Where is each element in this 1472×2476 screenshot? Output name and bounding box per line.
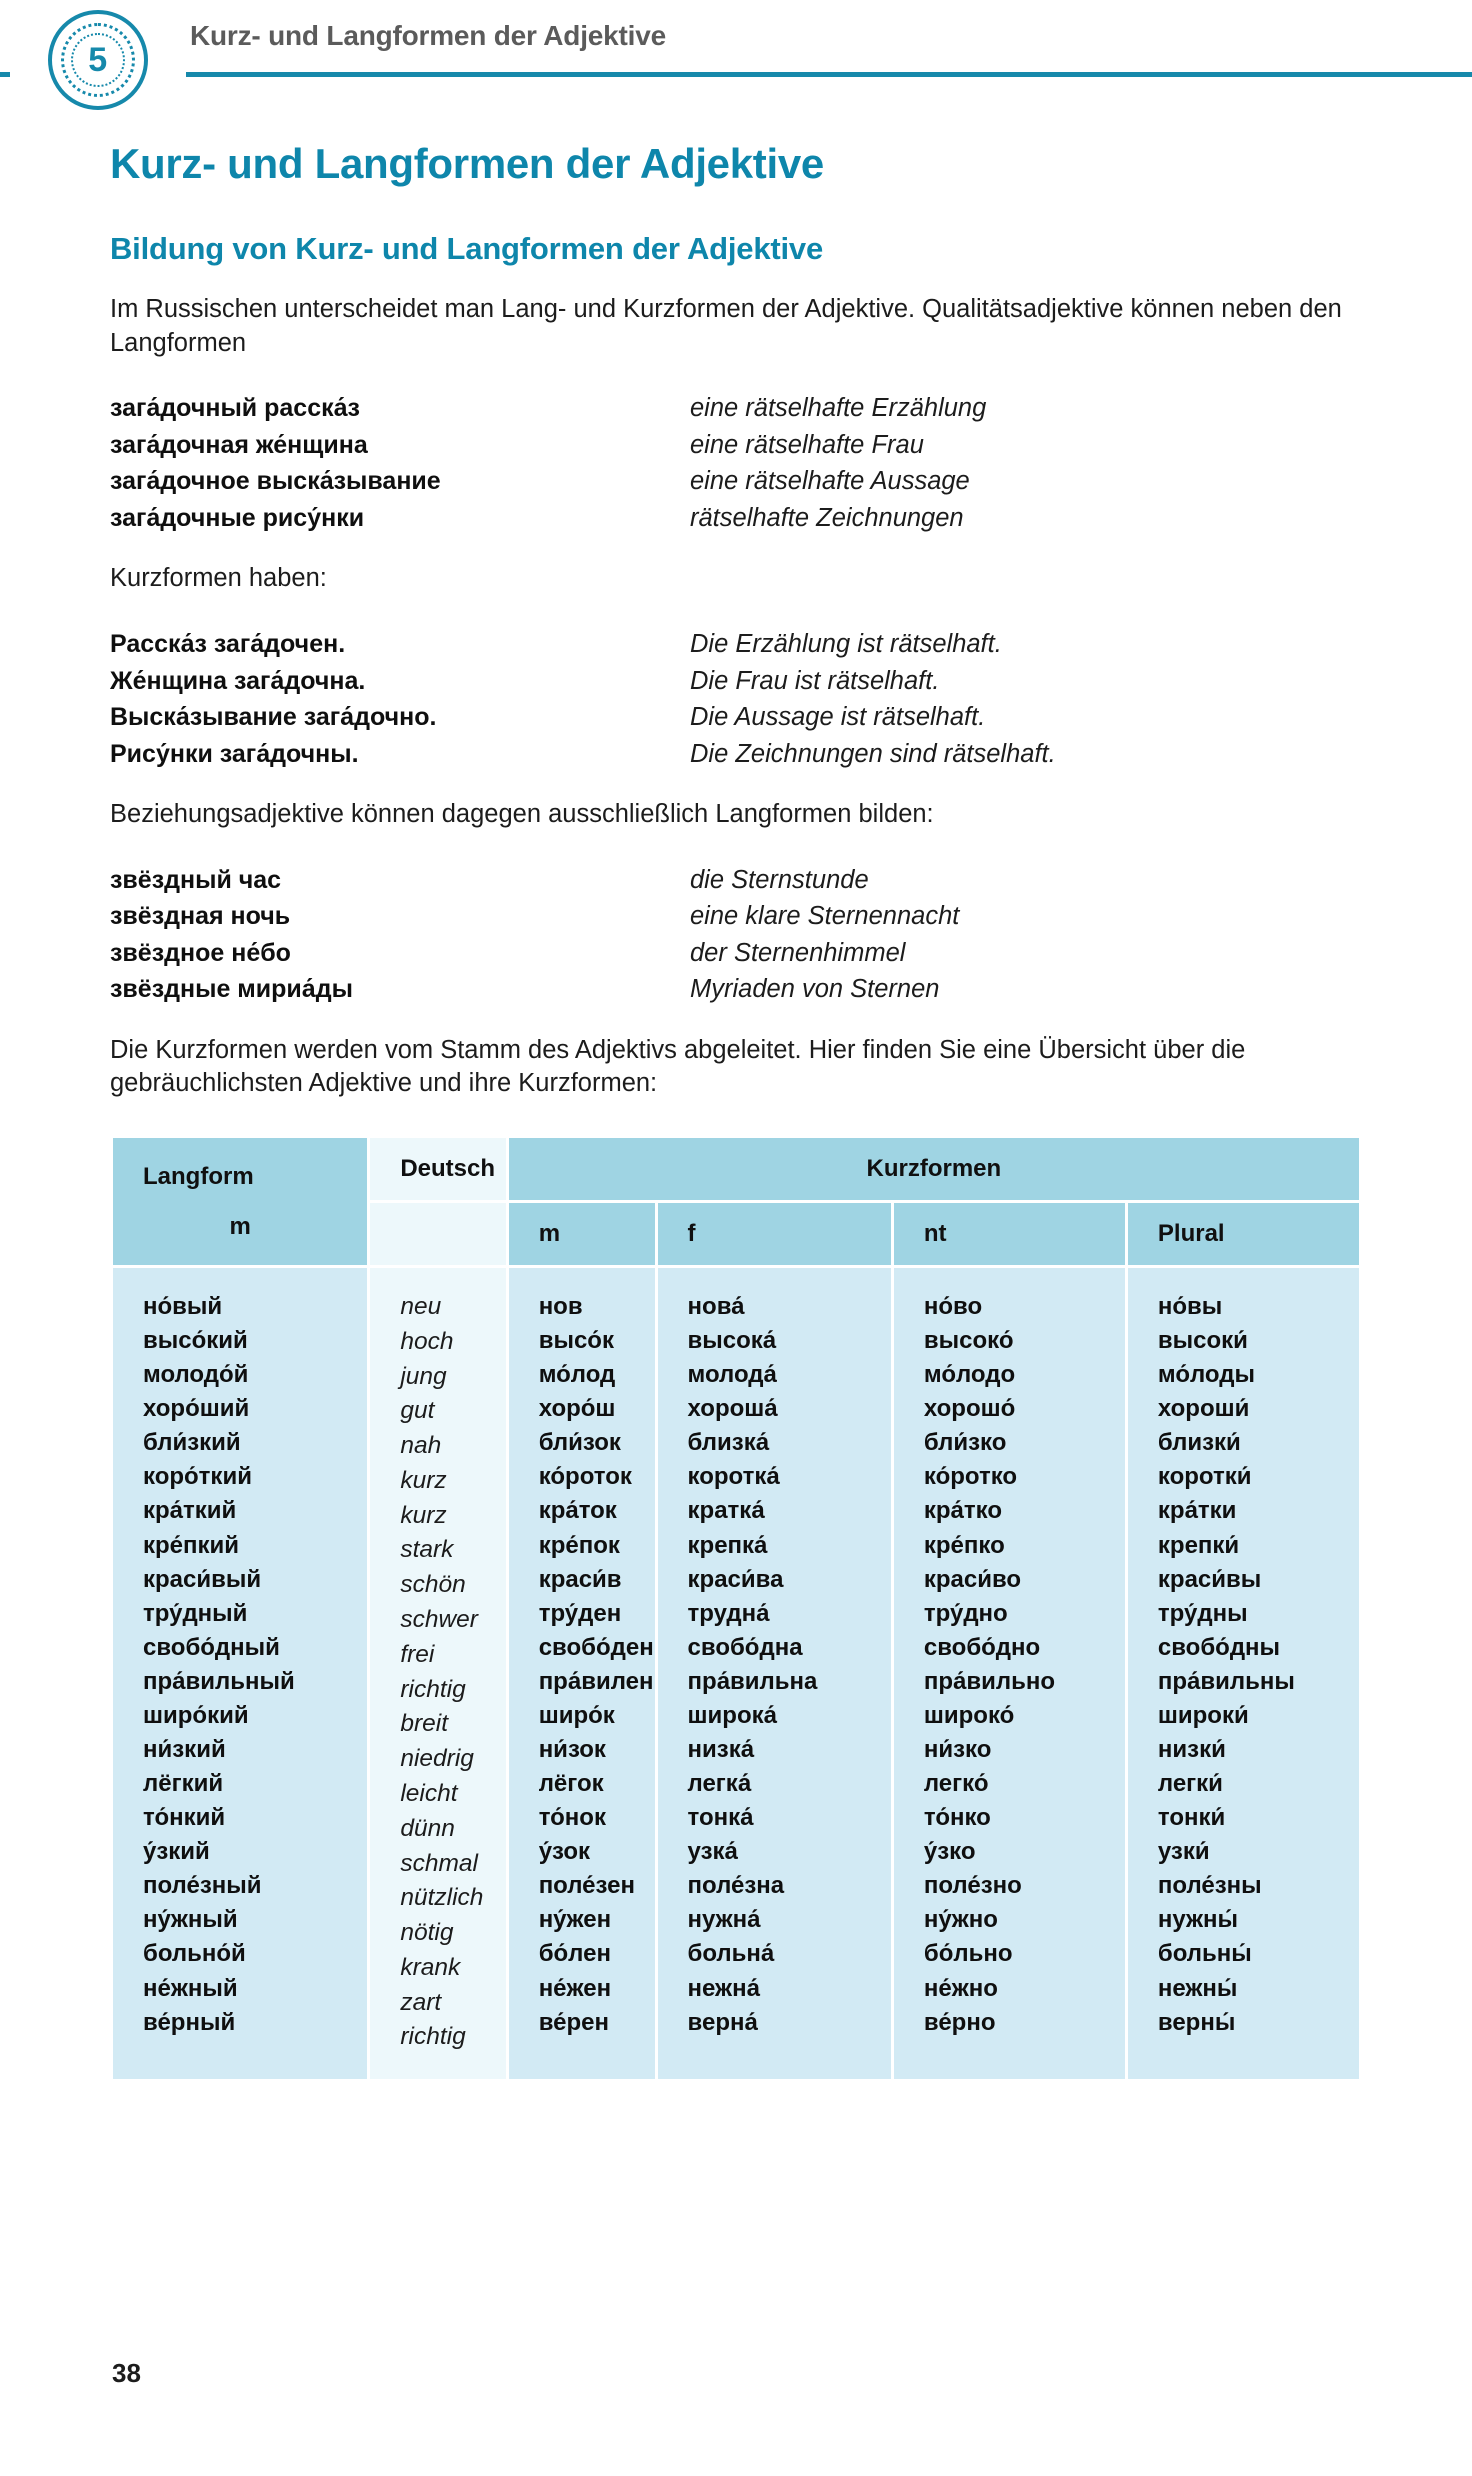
page-title: Kurz- und Langformen der Adjektive <box>110 140 824 187</box>
table-cell: высока́ <box>687 1327 777 1355</box>
table-cell: хоро́ший <box>143 1395 250 1423</box>
table-cell: больно́й <box>143 1940 246 1968</box>
table-cell: кра́тко <box>923 1497 1003 1525</box>
table-cell: ко́роток <box>538 1463 632 1491</box>
table-cell: высоко́ <box>923 1327 1014 1355</box>
table-cell: хороша́ <box>687 1395 778 1423</box>
example-russian: звёздная ночь <box>110 902 291 931</box>
table-cell: zart <box>400 1988 442 2016</box>
table-cell: breit <box>400 1710 449 1738</box>
th-langform-m: m <box>229 1212 251 1240</box>
table-cell: низки́ <box>1157 1736 1226 1764</box>
header-rule <box>0 72 1472 77</box>
table-cell: свобо́дно <box>923 1633 1041 1661</box>
kurzformen-lead: Kurzformen haben: <box>110 564 327 593</box>
th-kurz-nt: nt <box>894 1203 1125 1265</box>
table-column-kurz-m <box>509 1268 655 2079</box>
table-cell: бо́лен <box>538 1940 611 1968</box>
example-german: die Sternstunde <box>690 865 869 894</box>
list-item <box>110 463 1370 500</box>
table-cell: то́нко <box>923 1804 991 1832</box>
table-cell: коротка́ <box>687 1463 780 1491</box>
table-cell: низка́ <box>687 1736 755 1764</box>
table-cell: ну́жен <box>538 1906 612 1934</box>
table-cell: кратка́ <box>687 1497 765 1525</box>
table-cell: краси́ва <box>687 1565 784 1593</box>
adjective-forms-table <box>110 1135 1362 2082</box>
list-item <box>110 971 1370 1008</box>
table-cell: пра́вильный <box>143 1667 295 1695</box>
table-cell: пра́вильна <box>687 1667 818 1695</box>
table-cell: легки́ <box>1157 1770 1223 1798</box>
example-german: eine rätselhafte Erzählung <box>690 394 987 423</box>
table-cell: kurz <box>400 1466 447 1494</box>
table-cell: узка́ <box>687 1838 738 1866</box>
table-cell: поле́зны <box>1157 1872 1262 1900</box>
table-cell: gut <box>400 1397 435 1425</box>
example-german: Die Frau ist rätselhaft. <box>690 666 940 695</box>
table-cell: кра́тки <box>1157 1497 1237 1525</box>
table-cell: schwer <box>400 1606 478 1634</box>
th-deutsch-sub <box>370 1203 505 1265</box>
table-cell: кре́пкий <box>143 1531 240 1559</box>
example-russian: Выска́зывание зага́дочно. <box>110 703 437 732</box>
table-cell: молодо́й <box>143 1361 249 1389</box>
table-cell: richtig <box>400 1675 466 1703</box>
table-cell: nah <box>400 1432 442 1460</box>
table-cell: нужна́ <box>687 1906 761 1934</box>
list-item <box>110 699 1370 736</box>
example-german: rätselhafte Zeichnungen <box>690 503 964 532</box>
chapter-number-badge <box>48 10 148 110</box>
table-cell: нужны́ <box>1157 1906 1239 1934</box>
table-cell: мо́лоды <box>1157 1361 1255 1389</box>
example-russian: зага́дочное выска́зывание <box>110 467 441 496</box>
table-cell: верна́ <box>687 2008 758 2036</box>
table-cell: свобо́дна <box>687 1633 803 1661</box>
table-cell: но́вый <box>143 1293 223 1320</box>
table-cell: ни́зкий <box>143 1736 226 1764</box>
table-cell: кра́ток <box>538 1497 617 1525</box>
relational-example-list <box>110 862 1370 1008</box>
example-russian: Рису́нки зага́дочны. <box>110 739 359 768</box>
table-cell: jung <box>400 1362 447 1390</box>
chapter-number: 5 <box>88 40 108 79</box>
table-cell: поле́зен <box>538 1872 635 1900</box>
table-cell: широки́ <box>1157 1701 1249 1729</box>
table-header-row-top <box>113 1138 1359 1200</box>
table-cell: легко́ <box>923 1770 989 1798</box>
page-number: 38 <box>112 2358 141 2388</box>
running-header-title: Kurz- und Langformen der Adjektive <box>190 20 666 51</box>
page-content <box>110 140 1370 2082</box>
table-cell: близки́ <box>1157 1429 1241 1457</box>
table-column-deutsch <box>370 1268 505 2079</box>
list-item <box>110 935 1370 972</box>
table-cell: niedrig <box>400 1745 474 1773</box>
table-cell: хороши́ <box>1157 1395 1250 1423</box>
th-langform <box>113 1138 367 1265</box>
table-cell: но́во <box>923 1293 983 1320</box>
table-cell: neu <box>400 1293 442 1320</box>
table-cell: коро́ткий <box>143 1463 252 1491</box>
table-cell: трудна́ <box>687 1599 770 1627</box>
example-german: eine rätselhafte Frau <box>690 430 924 459</box>
table-cell: nötig <box>400 1919 454 1947</box>
example-german: Die Aussage ist rätselhaft. <box>690 703 986 732</box>
table-cell: мо́лодо <box>923 1361 1016 1389</box>
table-cell: свобо́дный <box>143 1633 280 1661</box>
table-cell: но́вы <box>1157 1293 1223 1320</box>
table-cell: верны́ <box>1157 2008 1236 2036</box>
table-cell: бли́зкий <box>143 1429 241 1457</box>
table-cell: пра́вильны <box>1157 1667 1295 1695</box>
table-cell: тру́ден <box>538 1599 622 1627</box>
table-cell: richtig <box>400 2023 466 2051</box>
example-russian: звёздное не́бо <box>110 938 291 967</box>
table-cell: нежны́ <box>1157 1974 1238 2002</box>
table-cell: dünn <box>400 1814 455 1842</box>
table-cell: не́жен <box>538 1974 612 2002</box>
table-cell: не́жный <box>143 1974 238 2002</box>
table-cell: не́жно <box>923 1974 998 2002</box>
section-title: Bildung von Kurz- und Langformen der Adjektive <box>110 230 824 266</box>
table-body-row <box>113 1268 1359 2079</box>
list-item <box>110 663 1370 700</box>
table-cell: нежна́ <box>687 1974 760 2002</box>
table-cell: свобо́ден <box>538 1633 654 1661</box>
table-cell: у́зкий <box>143 1838 210 1866</box>
table-cell: широ́к <box>538 1701 615 1729</box>
table-cell: свобо́дны <box>1157 1633 1281 1661</box>
table-cell: ни́зок <box>538 1736 606 1764</box>
table-cell: пра́вилен <box>538 1667 654 1695</box>
table-cell: поле́зный <box>143 1872 262 1900</box>
th-langform-label: Langform <box>143 1162 254 1190</box>
table-cell: больна́ <box>687 1940 775 1968</box>
list-item <box>110 626 1370 663</box>
table-cell: то́нок <box>538 1804 606 1832</box>
example-russian: зага́дочный расска́з <box>110 394 360 423</box>
intro-paragraph: Im Russischen unterscheidet man Lang- und Kurzformen der Adjektive. Qualitätsadjektive können neben den Langformen <box>110 295 1342 357</box>
table-cell: ко́ротко <box>923 1463 1018 1491</box>
table-cell: поле́зна <box>687 1872 785 1900</box>
table-cell: широка́ <box>687 1701 777 1729</box>
table-lead-paragraph: Die Kurzformen werden vom Stamm des Adjektivs abgeleitet. Hier finden Sie eine Übersicht über die gebräuchlichsten Adjektive und ihre Kurzformen: <box>110 1035 1246 1098</box>
th-deutsch: Deutsch <box>370 1138 505 1200</box>
table-cell: мо́лод <box>538 1361 616 1389</box>
long-form-example-list <box>110 390 1370 536</box>
table-cell: нова́ <box>687 1293 745 1320</box>
list-item <box>110 427 1370 464</box>
table-cell: тонка́ <box>687 1804 754 1832</box>
table-cell: пра́вильно <box>923 1667 1056 1695</box>
example-german: eine klare Sternennacht <box>690 902 960 931</box>
table-cell: краси́вы <box>1157 1565 1262 1593</box>
table-cell: молода́ <box>687 1361 777 1389</box>
table-cell: кра́ткий <box>143 1497 237 1525</box>
table-cell: бли́зок <box>538 1429 621 1457</box>
table-cell: крепки́ <box>1157 1531 1240 1559</box>
table-cell: высо́к <box>538 1327 614 1355</box>
table-cell: то́нкий <box>143 1804 226 1832</box>
table-cell: лёгкий <box>143 1770 224 1798</box>
table-cell: leicht <box>400 1779 458 1807</box>
table-cell: тру́дны <box>1157 1599 1248 1627</box>
table-cell: ни́зко <box>923 1736 992 1764</box>
table-cell: hoch <box>400 1327 454 1355</box>
table-cell: крепка́ <box>687 1531 768 1559</box>
example-german: eine rätselhafte Aussage <box>690 467 970 496</box>
table-cell: коротки́ <box>1157 1463 1252 1491</box>
relational-lead: Beziehungsadjektive können dagegen ausschließlich Langformen bilden: <box>110 800 934 829</box>
example-russian: зага́дочные рису́нки <box>110 503 365 532</box>
table-cell: тру́дно <box>923 1599 1008 1627</box>
th-kurz-plural: Plural <box>1128 1203 1359 1265</box>
table-cell: ве́рен <box>538 2008 609 2036</box>
table-cell: nützlich <box>400 1884 484 1912</box>
table-cell: высо́кий <box>143 1327 248 1355</box>
table-cell: бо́льно <box>923 1940 1013 1968</box>
table-cell: у́зок <box>538 1838 591 1866</box>
table-cell: близка́ <box>687 1429 770 1457</box>
table-cell: широко́ <box>923 1701 1015 1729</box>
list-item <box>110 500 1370 537</box>
table-cell: хорошо́ <box>923 1395 1016 1423</box>
short-form-example-list <box>110 626 1370 772</box>
table-cell: лёгок <box>538 1770 604 1798</box>
example-german: der Sternenhimmel <box>690 938 906 967</box>
th-kurzformen: Kurzformen <box>509 1138 1359 1200</box>
table-cell: ве́рно <box>923 2008 996 2036</box>
table-cell: легка́ <box>687 1770 752 1798</box>
th-kurz-f: f <box>658 1203 891 1265</box>
table-cell: бли́зко <box>923 1429 1007 1457</box>
list-item <box>110 898 1370 935</box>
table-cell: краси́в <box>538 1565 622 1593</box>
example-german: Die Zeichnungen sind rätselhaft. <box>690 739 1056 768</box>
table-cell: kurz <box>400 1501 447 1529</box>
table-column-kurz-f <box>658 1268 891 2079</box>
example-german: Myriaden von Sternen <box>690 975 940 1004</box>
table-cell: frei <box>400 1640 435 1668</box>
table-cell: ну́жный <box>143 1906 238 1934</box>
table-cell: у́зко <box>923 1838 976 1866</box>
table-cell: schmal <box>400 1849 478 1877</box>
table-cell: нов <box>538 1293 583 1320</box>
table-cell: кре́пко <box>923 1531 1005 1559</box>
table-cell: хоро́ш <box>538 1395 616 1423</box>
table-cell: кре́пок <box>538 1531 620 1559</box>
example-russian: звёздные мириа́ды <box>110 975 353 1004</box>
table-cell: ве́рный <box>143 2008 236 2036</box>
table-cell: schön <box>400 1571 466 1599</box>
example-german: Die Erzählung ist rätselhaft. <box>690 630 1002 659</box>
list-item <box>110 736 1370 773</box>
table-cell: тру́дный <box>143 1599 248 1627</box>
example-russian: Расска́з зага́дочен. <box>110 630 346 659</box>
example-russian: Же́нщина зага́дочна. <box>110 666 366 695</box>
table-column-kurz-plural <box>1128 1268 1359 2079</box>
table-cell: краси́во <box>923 1565 1022 1593</box>
table-cell: краси́вый <box>143 1565 262 1593</box>
list-item <box>110 862 1370 899</box>
example-russian: зага́дочная же́нщина <box>110 430 368 459</box>
table-cell: stark <box>400 1536 454 1564</box>
table-cell: тонки́ <box>1157 1804 1226 1832</box>
table-cell: узки́ <box>1157 1838 1210 1866</box>
table-cell: krank <box>400 1953 461 1981</box>
th-kurz-m: m <box>509 1203 655 1265</box>
list-item <box>110 390 1370 427</box>
table-cell: ну́жно <box>923 1906 998 1934</box>
running-header <box>0 0 1472 108</box>
table-column-langform <box>113 1268 367 2079</box>
table-cell: больны́ <box>1157 1940 1252 1968</box>
table-cell: поле́зно <box>923 1872 1022 1900</box>
table-cell: высоки́ <box>1157 1327 1248 1355</box>
example-russian: звёздный час <box>110 865 282 894</box>
table-column-kurz-nt <box>894 1268 1125 2079</box>
table-cell: широ́кий <box>143 1701 249 1729</box>
